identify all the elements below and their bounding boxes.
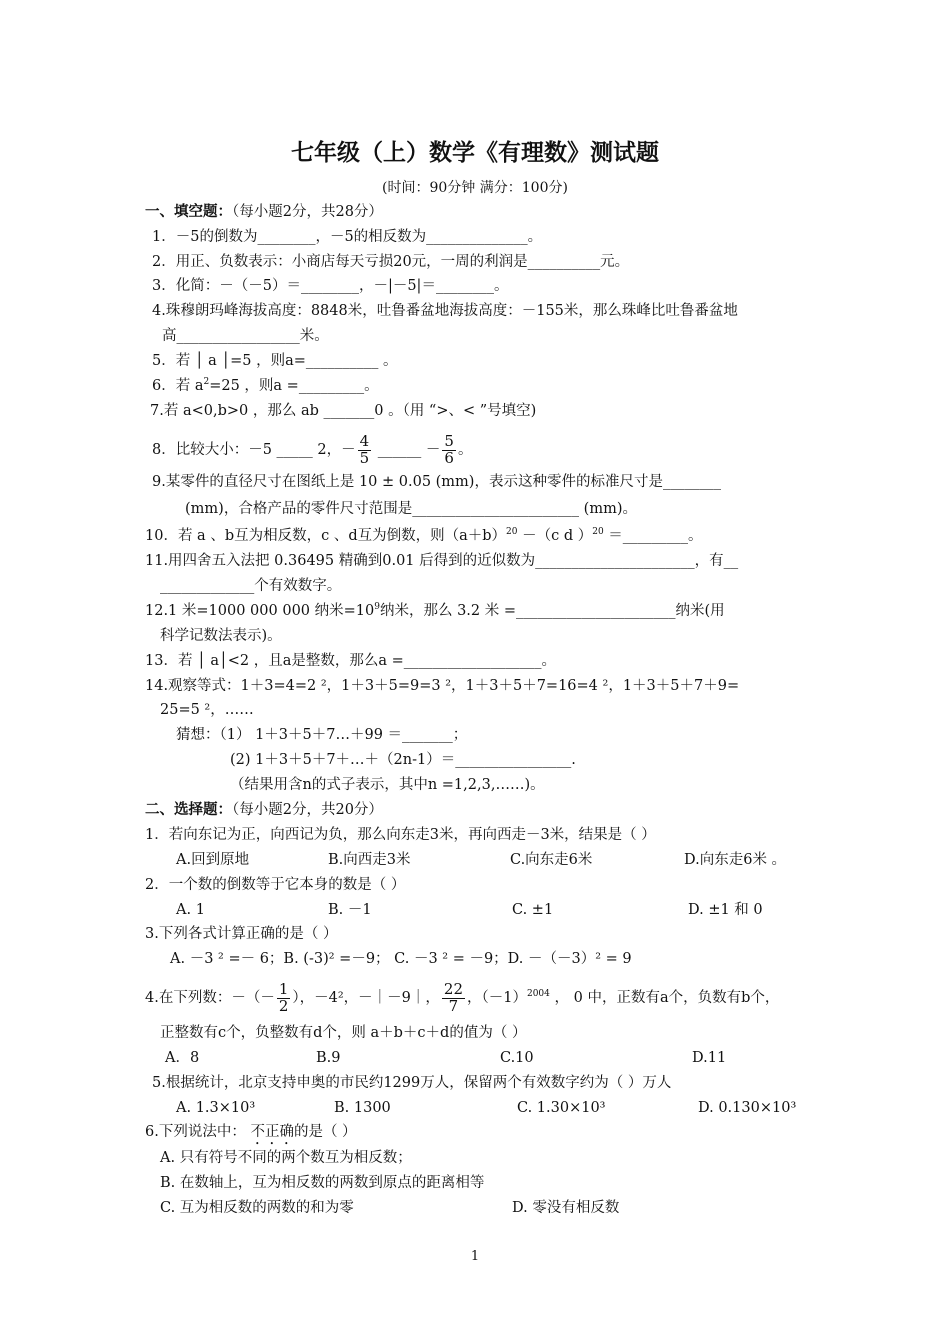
fill-q13: 13．若 │ a│<2 ，且a是整数，那么a =___________________。 xyxy=(145,653,557,669)
choice-q4-option-d: D.11 xyxy=(692,1050,727,1066)
choice-q4-line2: 正整数有c个，负整数有d个，则 a＋b＋c＋d的值为（ ） xyxy=(160,1025,527,1041)
fill-q1: 1．－5的倒数为________，－5的相反数为______________。 xyxy=(152,229,543,245)
fraction-numerator: 5 xyxy=(444,431,454,450)
choice-q2-option-a: A. 1 xyxy=(176,902,205,918)
choice-q2-option-d: D. ±1 和 0 xyxy=(688,902,763,918)
fill-q8 xyxy=(152,426,472,474)
choice-q4-a: 4.在下列数：－（－ xyxy=(145,990,275,1006)
fill-q12-line2: 科学记数法表示)。 xyxy=(160,628,282,644)
choice-q5: 5.根据统计，北京支持申奥的市民约1299万人，保留两个有效数字约为（ ）万人 xyxy=(152,1075,672,1091)
choice-q1-option-b: B.向西走3米 xyxy=(328,852,411,868)
choice-q4-exponent: 2004 xyxy=(526,989,550,1000)
fill-q6-b: =25 ，则a =_________。 xyxy=(209,378,379,394)
choice-q4-option-c: C.10 xyxy=(500,1050,534,1066)
fraction-denominator: 2 xyxy=(278,996,289,1015)
choice-q5-option-c: C. 1.30×10³ xyxy=(517,1100,606,1116)
fill-q14-guess2: (2) 1＋3＋5＋7＋…＋（2n-1）＝________________. xyxy=(230,752,576,768)
section1-header xyxy=(145,202,383,222)
fill-q10-a: 10．若 a 、b互为相反数，c 、d互为倒数，则（a＋b） xyxy=(145,528,507,544)
fill-q10 xyxy=(145,526,703,546)
choice-q3: 3.下列各式计算正确的是（ ） xyxy=(145,926,338,942)
choice-q6-option-d: D. 零没有相反数 xyxy=(512,1200,620,1216)
section1-note: （每小题2分，共28分） xyxy=(232,204,383,220)
fraction-1-2 xyxy=(277,979,291,1015)
fill-q14-note: （结果用含n的式子表示，其中n =1,2,3,……)。 xyxy=(230,777,545,793)
fill-q4-line1: 4.珠穆朗玛峰海拔高度：8848米，吐鲁番盆地海拔高度：－155米，那么珠峰比吐鲁番盆地 xyxy=(152,303,738,319)
choice-q2-option-c: C. ±1 xyxy=(512,902,554,918)
choice-q5-option-a: A. 1.3×10³ xyxy=(176,1100,256,1116)
fill-q7: 7.若 a<0,b>0 ，那么 ab _______0 。（用 “>、< ”号填空) xyxy=(150,403,537,419)
choice-q6-b: 的是（ ） xyxy=(293,1124,357,1140)
fill-q12-exponent: 9 xyxy=(374,602,380,613)
fill-q10-exp1: 20 xyxy=(506,527,518,538)
fill-q6-exponent: 2 xyxy=(203,377,210,388)
choice-q6-option-b: B. 在数轴上，互为相反数的两数到原点的距离相等 xyxy=(160,1175,485,1191)
fraction-denominator: 5 xyxy=(359,448,370,467)
fill-q12-a: 12.1 米=1000 000 000 纳米=10 xyxy=(145,603,375,619)
section2-note: （每小题2分，共20分） xyxy=(232,802,383,818)
choice-q2: 2．一个数的倒数等于它本身的数是（ ） xyxy=(145,877,406,893)
choice-q5-option-b: B. 1300 xyxy=(334,1100,391,1116)
fill-q2: 2．用正、负数表示：小商店每天亏损20元，一周的利润是__________元。 xyxy=(152,254,630,270)
section2-header xyxy=(145,800,383,820)
choice-q6 xyxy=(145,1122,357,1148)
fill-q8-a: 8．比较大小：－5 _____ 2，－ xyxy=(152,442,356,458)
choice-q1-option-d: D.向东走6米 。 xyxy=(684,852,787,868)
fraction-22-7 xyxy=(442,979,465,1015)
fraction-4-5 xyxy=(358,431,372,467)
fill-q8-b: ______ － xyxy=(373,442,441,458)
fill-q10-b: －（c d ） xyxy=(517,528,593,544)
fill-q14-line2: 25=5 ²，…… xyxy=(160,702,254,718)
fill-q4-line2: 高_________________米。 xyxy=(162,328,329,344)
fill-q12-line1 xyxy=(145,601,725,621)
fill-q11-line1: 11.用四舍五入法把 0.36495 精确到0.01 后得到的近似数为______________________，有__ xyxy=(145,553,739,569)
section2-heading: 二、选择题： xyxy=(145,801,232,818)
fraction-numerator: 22 xyxy=(443,979,463,998)
choice-q4-option-b: B.9 xyxy=(316,1050,341,1066)
fraction-numerator: 4 xyxy=(359,431,370,450)
choice-q3-options: A. －3 ² =－ 6；B. (-3)² =－9； C. －3 ² = －9；D. －（－3）² = 9 xyxy=(170,951,632,967)
fraction-5-6 xyxy=(442,431,456,467)
fill-q11-line2: _____________个有效数字。 xyxy=(160,578,342,594)
choice-q4-c: ，（－1） xyxy=(467,990,527,1006)
fill-q9-line2: (mm)，合格产品的零件尺寸范围是_______________________ (mm)。 xyxy=(185,501,637,517)
choice-q4-line1 xyxy=(145,974,779,1022)
fill-q8-c: 。 xyxy=(457,442,473,458)
exam-info: (时间：90分钟 满分：100分) xyxy=(382,180,568,196)
fraction-numerator: 1 xyxy=(278,979,289,998)
emphasized-not-correct: 不正确 xyxy=(250,1124,294,1140)
choice-q6-a: 6.下列说法中： xyxy=(145,1124,251,1140)
fill-q3: 3．化简：－（－5）＝________，－|－5|＝________。 xyxy=(152,278,509,294)
fill-q10-c: ＝_________。 xyxy=(603,528,703,544)
fill-q14-line1: 14.观察等式：1＋3=4=2 ²，1＋3＋5=9=3 ²，1＋3＋5＋7=16=4 ²，1＋3＋5＋7＋9= xyxy=(145,678,740,694)
choice-q1: 1．若向东记为正，向西记为负，那么向东走3米，再向西走－3米，结果是（ ） xyxy=(145,827,656,843)
fill-q9-line1: 9.某零件的直径尺寸在图纸上是 10 ± 0.05 (mm)，表示这种零件的标准尺寸是________ xyxy=(152,474,721,490)
choice-q4-b: ），－4²，－｜－9｜， xyxy=(292,990,440,1006)
choice-q4-option-a: A．8 xyxy=(165,1050,200,1066)
page-title: 七年级（上）数学《有理数》测试题 xyxy=(291,140,659,166)
choice-q4-d: ， 0 中，正数有a个，负数有b个， xyxy=(549,990,780,1006)
fill-q10-exp2: 20 xyxy=(592,527,604,538)
fill-q5: 5．若 │ a │=5 ，则a=__________ 。 xyxy=(152,353,398,369)
fraction-denominator: 7 xyxy=(448,996,459,1015)
fill-q12-b: 纳米，那么 3.2 米 =______________________纳米(用 xyxy=(379,603,725,619)
choice-q2-option-b: B. －1 xyxy=(328,902,372,918)
fill-q6-a: 6．若 a xyxy=(152,378,204,394)
choice-q1-option-a: A.回到原地 xyxy=(176,852,250,868)
fill-q14-guess1: 猜想：（1） 1＋3＋5＋7…＋99 ＝_______； xyxy=(176,727,468,743)
choice-q6-option-c: C. 互为相反数的两数的和为零 xyxy=(160,1200,354,1216)
choice-q1-option-c: C.向东走6米 xyxy=(510,852,593,868)
choice-q6-option-a: A. 只有符号不同的两个数互为相反数； xyxy=(160,1150,412,1166)
page-number: 1 xyxy=(470,1249,480,1264)
section1-heading: 一、填空题： xyxy=(145,203,232,220)
choice-q5-option-d: D. 0.130×10³ xyxy=(698,1100,797,1116)
fraction-denominator: 6 xyxy=(444,448,454,467)
fill-q6 xyxy=(152,376,379,396)
